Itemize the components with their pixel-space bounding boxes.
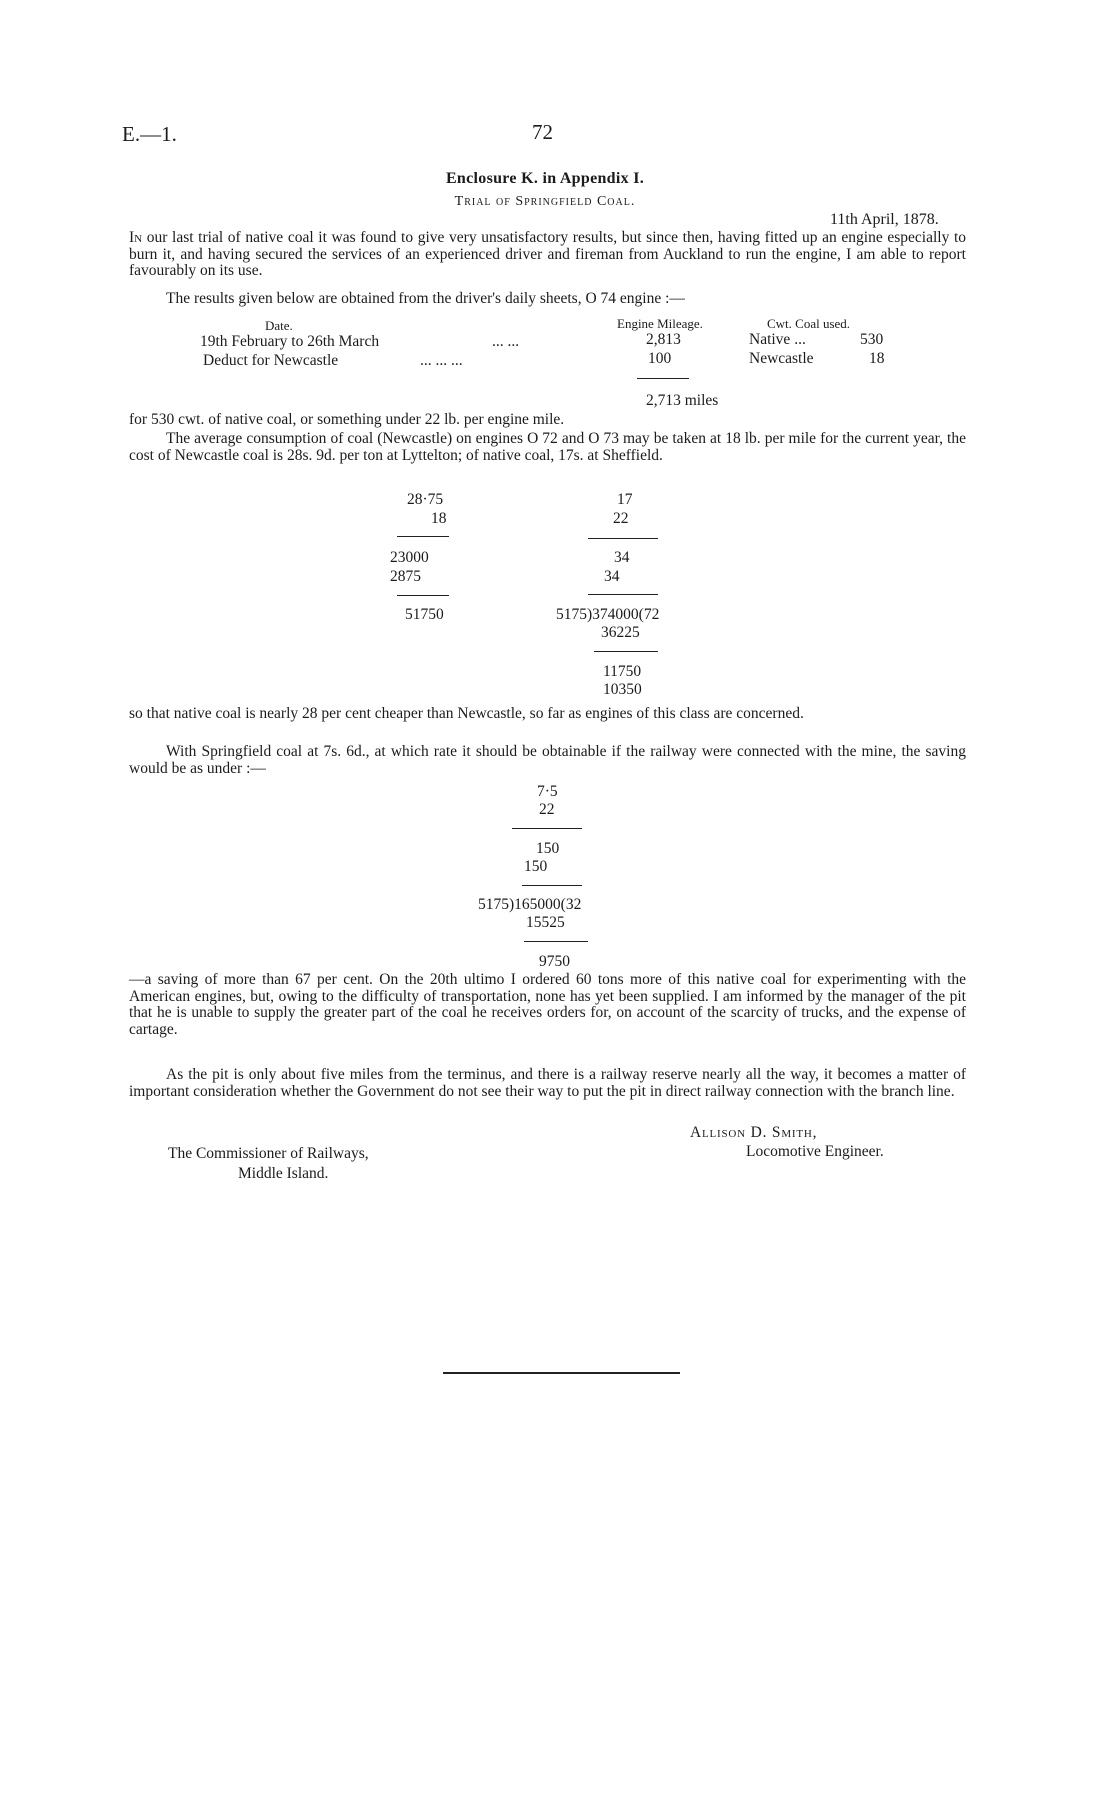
- paragraph-springfield-rate: With Springfield coal at 7s. 6d., at which rate it should be obtainable if the railway were connected with the mine, the saving would be as under :—: [129, 743, 966, 777]
- page-number: 72: [532, 120, 553, 144]
- table-total-rule: [637, 378, 689, 379]
- calc-line: 34: [604, 568, 620, 585]
- calc-line: 22: [613, 510, 629, 527]
- paragraph-results: The results given below are obtained from the driver's daily sheets, O 74 engine :—: [166, 290, 685, 307]
- calc-line: 11750: [603, 663, 642, 680]
- signature-name: Allison D. Smith,: [690, 1124, 818, 1141]
- table-header-mileage: Engine Mileage.: [617, 316, 703, 331]
- paragraph-intro: [129, 230, 966, 280]
- calc-line: 10350: [603, 681, 642, 698]
- paragraph-intro-text: our last trial of native coal it was found to give very unsatisfactory results, but since then, having fitted up an engine especially to burn it, and having secured the services of an experienced driver and fireman from Auckland to run the engine, I am able to report favourably on its use.: [129, 229, 966, 280]
- paragraph-saving: —a saving of more than 67 per cent. On the 20th ultimo I ordered 60 tons more of this native coal for experimenting with the American engines, but, owing to the difficulty of transportation, none has yet been supplied. I am informed by the manager of the pit that he is unable to supply the greater part of the coal he receives orders for, on account of the scarcity of trucks, and the expense of cartage.: [129, 971, 966, 1038]
- table-row-2-coal-amount: 18: [869, 350, 885, 367]
- table-header-date: Date.: [265, 318, 293, 333]
- calc-line: 36225: [601, 624, 640, 641]
- paragraph-railway-connection: As the pit is only about five miles from the terminus, and there is a railway reserve nearly all the way, it becomes a matter of important consideration whether the Government do not see their way to put the pit in direct railway connection with the branch line.: [129, 1066, 966, 1100]
- trial-subheading: Trial of Springfield Coal.: [454, 194, 636, 209]
- table-row-2-date: Deduct for Newcastle: [203, 352, 339, 369]
- calc-line: 17: [617, 491, 633, 508]
- calc-rule: [397, 595, 449, 596]
- calc-rule: [512, 828, 582, 829]
- calc-line: 34: [614, 549, 630, 566]
- page-reference: E.—1.: [122, 122, 177, 146]
- calc-line: 150: [524, 858, 548, 875]
- calc-line: 2875: [390, 568, 421, 585]
- calc-line: 15525: [526, 914, 565, 931]
- table-total-miles: 2,713 miles: [646, 392, 719, 409]
- paragraph-average-consumption: The average consumption of coal (Newcastle) on engines O 72 and O 73 may be taken at 18 lb. per mile for the current year, the cost of Newcastle coal is 28s. 9d. per ton at Lyttelton; of native coal, 17s. at Sheffield.: [129, 430, 966, 464]
- calc-rule: [594, 651, 658, 652]
- table-row-2-leaders: ... ... ...: [420, 352, 463, 369]
- enclosure-heading: Enclosure K. in Appendix I.: [445, 170, 645, 187]
- table-row-2-mileage: 100: [648, 350, 672, 367]
- paragraph-consumption-result: for 530 cwt. of native coal, or something under 22 lb. per engine mile.: [129, 411, 565, 428]
- calc-rule: [588, 538, 658, 539]
- calc-line: 5175)165000(32: [478, 896, 582, 913]
- calc-rule: [397, 536, 449, 537]
- paragraph-cheaper: so that native coal is nearly 28 per cent cheaper than Newcastle, so far as engines of this class are concerned.: [129, 705, 804, 722]
- calc-line: 28·75: [407, 491, 444, 508]
- table-header-coal: Cwt. Coal used.: [767, 316, 851, 331]
- closing-rule: [443, 1372, 680, 1374]
- calc-line: 22: [539, 801, 555, 818]
- letter-date: 11th April, 1878.: [830, 211, 939, 228]
- calc-line: 51750: [405, 606, 444, 623]
- calc-rule: [588, 594, 658, 595]
- table-row-1-coal-amount: 530: [860, 331, 884, 348]
- table-row-1-coal-type: Native ...: [749, 331, 806, 348]
- table-row-1-date: 19th February to 26th March: [200, 333, 380, 350]
- signature-title: Locomotive Engineer.: [746, 1143, 884, 1160]
- paragraph-intro-first-word: In: [129, 229, 143, 246]
- calc-line: 9750: [539, 953, 570, 970]
- calc-rule: [522, 885, 582, 886]
- table-row-1-mileage: 2,813: [646, 331, 681, 348]
- addressee-line-1: The Commissioner of Railways,: [168, 1145, 369, 1162]
- table-row-1-leaders: ... ...: [492, 333, 520, 350]
- calc-line: 150: [536, 840, 560, 857]
- calc-line: 7·5: [537, 783, 558, 800]
- calc-line: 18: [431, 510, 447, 527]
- addressee-line-2: Middle Island.: [238, 1165, 329, 1182]
- table-row-2-coal-type: Newcastle: [749, 350, 814, 367]
- calc-line: 23000: [390, 549, 429, 566]
- calc-rule: [524, 941, 588, 942]
- calc-line: 5175)374000(72: [556, 606, 660, 623]
